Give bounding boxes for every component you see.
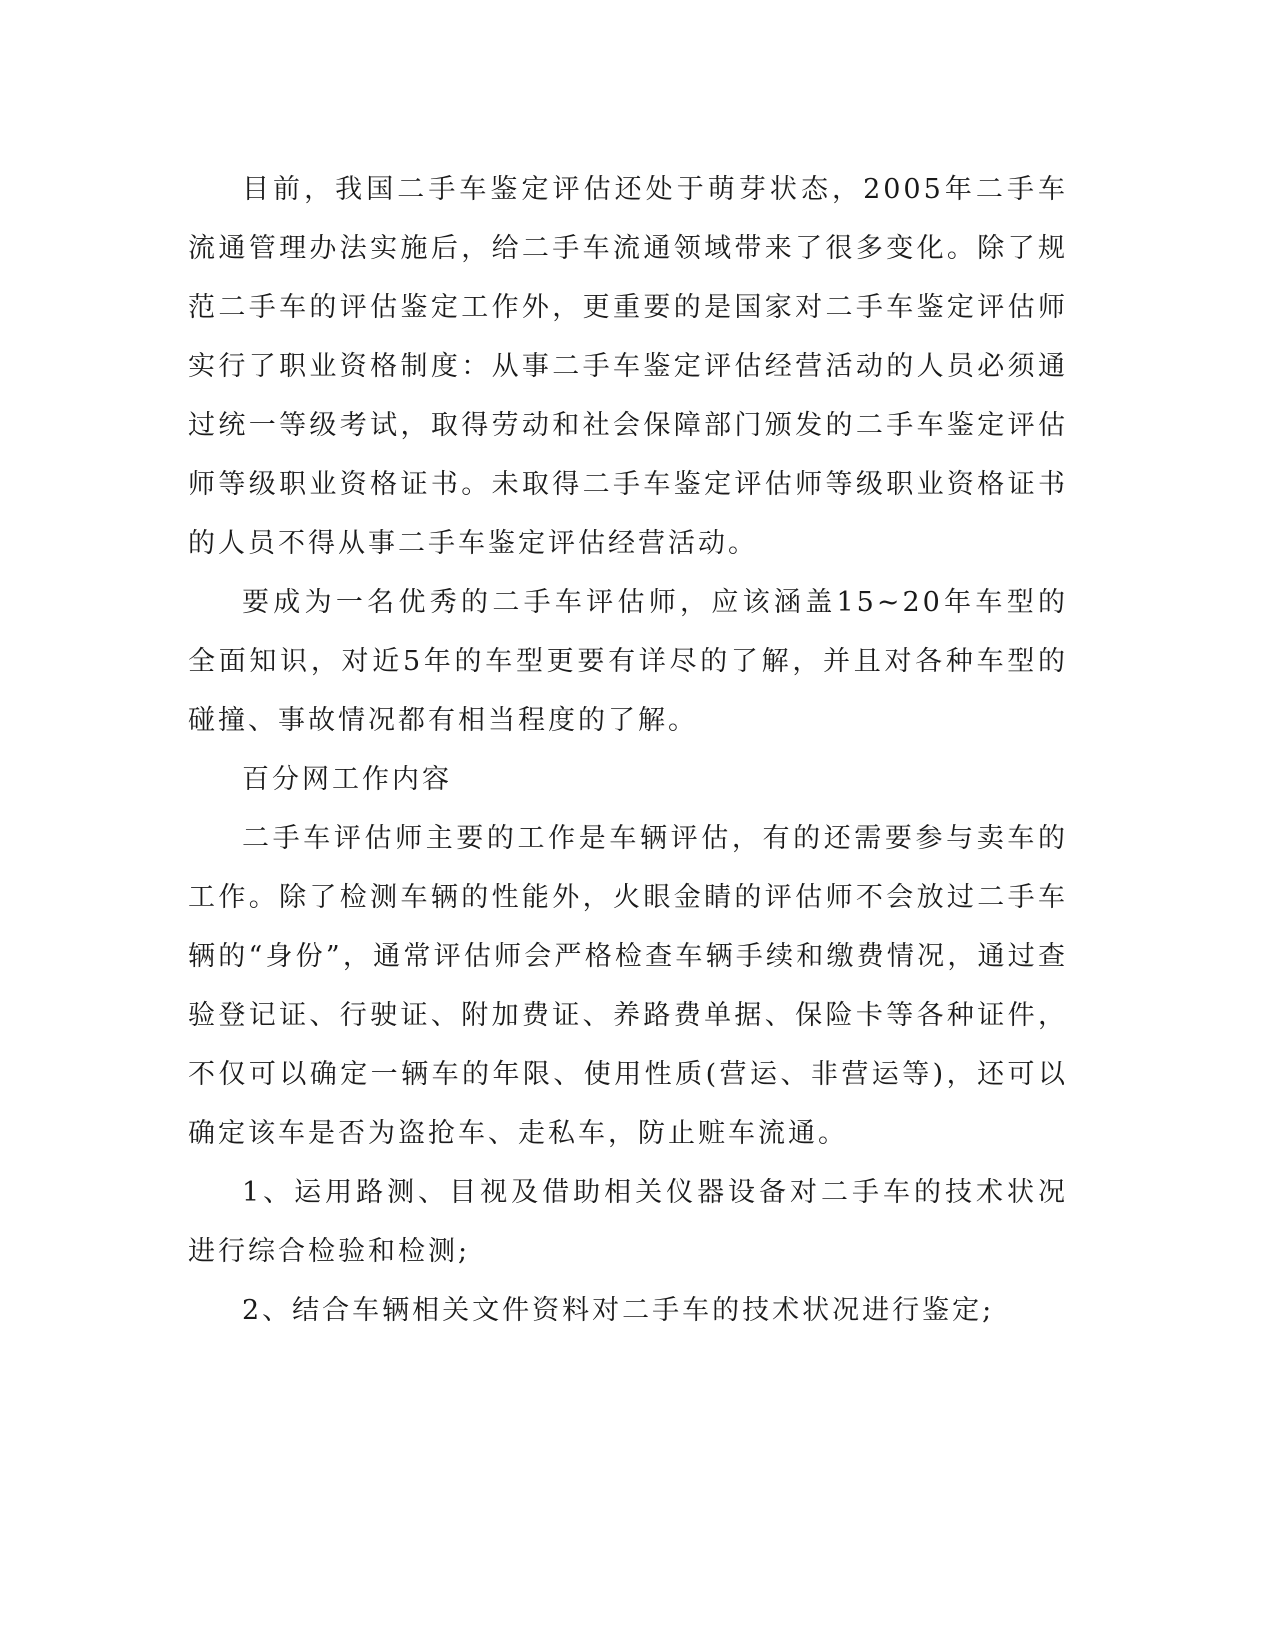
document-body — [188, 160, 1068, 1340]
paragraph-intro: 目前，我国二手车鉴定评估还处于萌芽状态，2005年二手车流通管理办法实施后，给二手车流通领域带来了很多变化。除了规范二手车的评估鉴定工作外，更重要的是国家对二手车鉴定评估师实行了职业资格制度：从事二手车鉴定评估经营活动的人员必须通过统一等级考试，取得劳动和社会保障部门颁发的二手车鉴定评估师等级职业资格证书。未取得二手车鉴定评估师等级职业资格证书的人员不得从事二手车鉴定评估经营活动。 — [188, 174, 1068, 559]
list-item-1: 1、运用路测、目视及借助相关仪器设备对二手车的技术状况进行综合检验和检测; — [188, 1177, 1068, 1267]
list-item-2: 2、结合车辆相关文件资料对二手车的技术状况进行鉴定; — [242, 1295, 995, 1326]
section-heading: 百分网工作内容 — [242, 764, 452, 795]
paragraph-requirements: 要成为一名优秀的二手车评估师，应该涵盖15~20年车型的全面知识，对近5年的车型更要有详尽的了解，并且对各种车型的碰撞、事故情况都有相当程度的了解。 — [188, 587, 1068, 736]
paragraph-job-description: 二手车评估师主要的工作是车辆评估，有的还需要参与卖车的工作。除了检测车辆的性能外，火眼金睛的评估师不会放过二手车辆的“身份”，通常评估师会严格检查车辆手续和缴费情况，通过查验登记证、行驶证、附加费证、养路费单据、保险卡等各种证件，不仅可以确定一辆车的年限、使用性质(营运、非营运等)，还可以确定该车是否为盗抢车、走私车，防止赃车流通。 — [188, 823, 1068, 1149]
